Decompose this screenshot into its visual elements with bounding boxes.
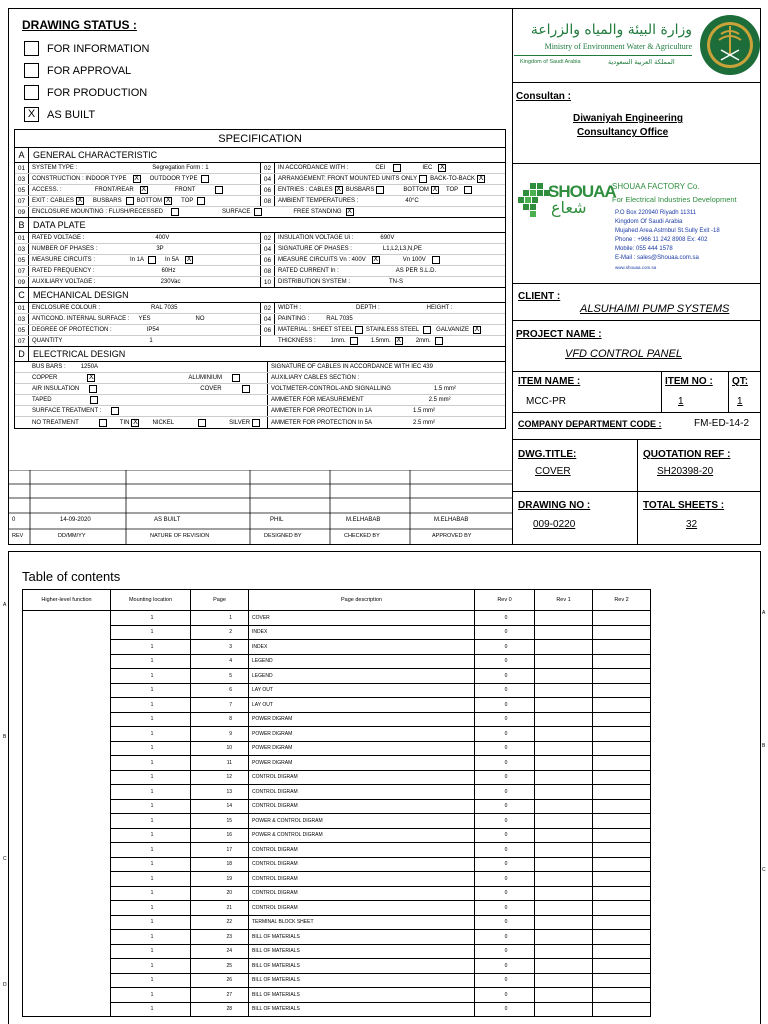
toc-row xyxy=(23,930,651,945)
toc-cell: 1 xyxy=(111,770,191,785)
toc-cell xyxy=(593,915,651,930)
status-label: FOR INFORMATION xyxy=(47,42,150,55)
toc-cell xyxy=(535,886,593,901)
toc-cell xyxy=(535,669,593,684)
toc-cell: INDEX xyxy=(249,625,475,640)
toc-cell xyxy=(535,872,593,887)
toc-cell: 0 xyxy=(475,988,535,1003)
toc-cell: 1 xyxy=(111,988,191,1003)
toc-cell: 0 xyxy=(475,785,535,800)
toc-row xyxy=(23,669,651,684)
toc-title: Table of contents xyxy=(22,569,121,584)
toc-cell: 1 xyxy=(111,640,191,655)
toc-cell: 1 xyxy=(111,828,191,843)
factory-sub: For Electrical Industries Development xyxy=(612,195,737,204)
toc-cell xyxy=(535,828,593,843)
status-label: FOR APPROVAL xyxy=(47,64,132,77)
toc-cell xyxy=(593,973,651,988)
toc-cell: 0 xyxy=(475,683,535,698)
toc-cell: 1 xyxy=(111,886,191,901)
toc-cell xyxy=(535,843,593,858)
toc-cell: 8 xyxy=(191,712,249,727)
toc-cell xyxy=(535,857,593,872)
toc-cell: 0 xyxy=(475,640,535,655)
toc-header: Page xyxy=(191,590,249,611)
toc-cell: 7 xyxy=(191,698,249,713)
toc-cell xyxy=(535,770,593,785)
toc-cell: COVER xyxy=(249,611,475,626)
toc-row xyxy=(23,915,651,930)
toc-function-cell xyxy=(23,611,111,1017)
toc-row xyxy=(23,1002,651,1017)
toc-cell xyxy=(535,799,593,814)
qt-value: 1 xyxy=(737,396,743,407)
toc-cell: 1 xyxy=(111,915,191,930)
toc-cell: POWER & CONTROL DIGRAM xyxy=(249,814,475,829)
section-d: D ELECTRICAL DESIGN xyxy=(15,347,505,362)
qt-label: QT: xyxy=(732,376,749,387)
toc-cell: 21 xyxy=(191,901,249,916)
grid-letter: B xyxy=(3,734,7,740)
toc-cell: 0 xyxy=(475,698,535,713)
quotation-label: QUOTATION REF : xyxy=(643,449,731,460)
toc-cell xyxy=(593,683,651,698)
toc-cell: LEGEND xyxy=(249,669,475,684)
ministry-english: Ministry of Environment Water & Agriculture xyxy=(544,42,692,51)
toc-cell xyxy=(535,814,593,829)
toc-cell: 16 xyxy=(191,828,249,843)
toc-cell: 1 xyxy=(111,959,191,974)
grid-letter: A xyxy=(3,602,7,608)
shouaa-logo-icon xyxy=(518,183,552,221)
grid-letter: B xyxy=(762,743,766,749)
toc-cell: 26 xyxy=(191,973,249,988)
spec-title: SPECIFICATION xyxy=(15,130,505,148)
status-checkbox xyxy=(24,85,39,100)
toc-cell: 1 xyxy=(111,756,191,771)
toc-cell: 1 xyxy=(111,741,191,756)
toc-row xyxy=(23,727,651,742)
toc-cell xyxy=(535,741,593,756)
status-for-information xyxy=(24,41,149,56)
toc-cell: 0 xyxy=(475,886,535,901)
toc-cell: 0 xyxy=(475,770,535,785)
toc-cell: CONTROL DIGRAM xyxy=(249,872,475,887)
kingdom-ar: المملكة العربية السعودية xyxy=(608,58,675,66)
toc-cell: 1 xyxy=(111,785,191,800)
toc-cell: 5 xyxy=(191,669,249,684)
toc-cell xyxy=(535,611,593,626)
toc-cell: 1 xyxy=(111,654,191,669)
toc-cell xyxy=(593,741,651,756)
grid-letter: D xyxy=(3,982,7,988)
toc-row xyxy=(23,814,651,829)
item-name-label: ITEM NAME : xyxy=(518,376,581,387)
toc-cell: 2 xyxy=(191,625,249,640)
dwg-title-value: COVER xyxy=(535,466,571,477)
rev-approver: M.ELHABAB xyxy=(434,517,469,523)
toc-cell xyxy=(535,756,593,771)
status-as-built xyxy=(24,107,95,122)
toc-row xyxy=(23,799,651,814)
toc-cell: 1 xyxy=(111,683,191,698)
toc-cell: TERMINAL BLOCK SHEET xyxy=(249,915,475,930)
toc-cell: 12 xyxy=(191,770,249,785)
toc-cell: POWER DIGRAM xyxy=(249,756,475,771)
toc-cell xyxy=(593,625,651,640)
drawing-status-title: DRAWING STATUS : xyxy=(22,18,137,32)
toc-cell: 13 xyxy=(191,785,249,800)
toc-cell: 17 xyxy=(191,843,249,858)
status-checkbox xyxy=(24,63,39,78)
toc-cell: 25 xyxy=(191,959,249,974)
toc-row xyxy=(23,712,651,727)
spec-row: 01 SYSTEM TYPE : Segregation Form : 1 02 IN ACCORDANCE WITH : CEI IEC X xyxy=(15,163,505,174)
factory-address: P.O Box 220940 Riyadh 11311 Kingdom Of Saudi Arabia Mujahed Area.Astrnbul St.Sully Exit -18 Phone : +966 11 242 8908 Ex: 402 Mobile: 055 444 1578 E-Mail : sales@Shouaa.com.sa www.shouaa.com.sa xyxy=(615,210,720,270)
rev-designer: PHIL xyxy=(270,517,284,523)
item-no-label: ITEM NO : xyxy=(665,376,713,387)
spec-row: 03 NUMBER OF PHASES : 3P 04 SIGNATURE OF PHASES : L1,L2,L3,N,PE xyxy=(15,244,505,255)
toc-cell: 0 xyxy=(475,669,535,684)
item-name-value: MCC-PR xyxy=(526,396,566,407)
toc-cell: 19 xyxy=(191,872,249,887)
toc-row xyxy=(23,828,651,843)
client-value: ALSUHAIMI PUMP SYSTEMS xyxy=(580,303,730,315)
status-for-approval xyxy=(24,63,131,78)
toc-cell xyxy=(535,640,593,655)
toc-header: Rev 0 xyxy=(475,590,535,611)
section-a: A GENERAL CHARACTERISTIC xyxy=(15,148,505,163)
toc-cell xyxy=(535,698,593,713)
toc-cell xyxy=(535,988,593,1003)
toc-cell: 1 xyxy=(111,727,191,742)
toc-cell xyxy=(535,712,593,727)
status-checkbox: X xyxy=(24,107,39,122)
toc-cell xyxy=(535,901,593,916)
toc-cell xyxy=(535,930,593,945)
toc-cell xyxy=(535,625,593,640)
toc-cell: 18 xyxy=(191,857,249,872)
toc-cell xyxy=(593,799,651,814)
ministry-emblem-icon xyxy=(699,14,761,76)
spec-row: AIR INSULATION COVER VOLTMETER-CONTROL-AND SIGNALLING 1.5 mm² xyxy=(15,384,505,395)
toc-cell: 1 xyxy=(111,901,191,916)
toc-cell: 0 xyxy=(475,611,535,626)
toc-cell: BILL OF MATERIALS xyxy=(249,973,475,988)
toc-cell: LAY OUT xyxy=(249,698,475,713)
spec-row: 07 QUANTITY 1 THICKNESS : 1mm. 1.5mm. X 2mm. xyxy=(15,336,505,347)
section-b: B DATA PLATE xyxy=(15,218,505,233)
toc-cell xyxy=(535,1002,593,1017)
toc-cell xyxy=(593,1002,651,1017)
total-sheets-value: 32 xyxy=(686,519,698,530)
toc-cell xyxy=(593,611,651,626)
status-label: FOR PRODUCTION xyxy=(47,86,148,99)
consultant-label: Consultan : xyxy=(516,91,571,102)
toc-cell: 1 xyxy=(111,698,191,713)
spec-row: COPPER X ALUMINIUM AUXILIARY CABLES SECTION : xyxy=(15,373,505,384)
toc-cell xyxy=(593,785,651,800)
toc-cell xyxy=(535,959,593,974)
grid-letter: A xyxy=(762,610,766,616)
toc-row xyxy=(23,698,651,713)
status-checkbox xyxy=(24,41,39,56)
section-c-title: MECHANICAL DESIGN xyxy=(33,290,129,300)
toc-cell: 0 xyxy=(475,915,535,930)
toc-cell: 20 xyxy=(191,886,249,901)
toc-cell: 0 xyxy=(475,741,535,756)
toc-row xyxy=(23,741,651,756)
section-b-title: DATA PLATE xyxy=(33,220,86,230)
toc-cell: CONTROL DIGRAM xyxy=(249,901,475,916)
toc-cell: 0 xyxy=(475,901,535,916)
toc-cell xyxy=(593,770,651,785)
toc-cell: 0 xyxy=(475,959,535,974)
section-c: C MECHANICAL DESIGN xyxy=(15,288,505,303)
item-no-value: 1 xyxy=(678,396,684,407)
toc-cell: 0 xyxy=(475,799,535,814)
toc-cell: 1 xyxy=(111,843,191,858)
toc-cell: CONTROL DIGRAM xyxy=(249,770,475,785)
toc-cell xyxy=(593,814,651,829)
drawing-no-label: DRAWING NO : xyxy=(518,500,591,511)
toc-cell: 1 xyxy=(111,669,191,684)
shouaa-logo-text: SHOUAA xyxy=(548,182,616,201)
grid-letter: C xyxy=(3,856,7,862)
toc-cell xyxy=(593,654,651,669)
toc-cell: 28 xyxy=(191,1002,249,1017)
toc-cell: 0 xyxy=(475,828,535,843)
shouaa-logo-arabic: شعاع xyxy=(551,198,587,217)
toc-cell: 24 xyxy=(191,944,249,959)
spec-row: 01 ENCLOSURE COLOUR : RAL 7035 02 WIDTH : DEPTH : HEIGHT : xyxy=(15,303,505,314)
toc-cell: CONTROL DIGRAM xyxy=(249,799,475,814)
toc-row xyxy=(23,640,651,655)
toc-header: Higher-level function xyxy=(23,590,111,611)
toc-cell xyxy=(593,857,651,872)
toc-cell: 1 xyxy=(111,799,191,814)
spec-row: 01 RATED VOLTAGE : 400V 02 INSULATION VOLTAGE Ui : 690V xyxy=(15,233,505,244)
toc-cell: 0 xyxy=(475,625,535,640)
toc-cell xyxy=(535,973,593,988)
toc-cell: 15 xyxy=(191,814,249,829)
toc-cell xyxy=(593,872,651,887)
toc-cell: 1 xyxy=(111,625,191,640)
toc-cell xyxy=(535,785,593,800)
toc-cell: 0 xyxy=(475,814,535,829)
rev-number: 0 xyxy=(12,517,16,523)
toc-cell: BILL OF MATERIALS xyxy=(249,930,475,945)
spec-row: SURFACE TREATMENT : AMMETER FOR PROTECTION In 1A 1.5 mm² xyxy=(15,406,505,417)
rev-checker: M.ELHABAB xyxy=(346,517,381,523)
toc-cell: BILL OF MATERIALS xyxy=(249,959,475,974)
toc-cell xyxy=(593,727,651,742)
toc-cell xyxy=(535,727,593,742)
toc-cell: INDEX xyxy=(249,640,475,655)
toc-cell: 1 xyxy=(111,857,191,872)
toc-cell: LEGEND xyxy=(249,654,475,669)
toc-cell xyxy=(593,828,651,843)
spec-row: 05 DEGREE OF PROTECTION : IP54 06 MATERIAL : SHEET STEEL STAINLESS STEEL GALVANIZE X xyxy=(15,325,505,336)
project-label: PROJECT NAME : xyxy=(516,329,602,340)
toc-cell: 1 xyxy=(111,973,191,988)
toc-cell: 11 xyxy=(191,756,249,771)
toc-cell xyxy=(593,843,651,858)
toc-header: Page description xyxy=(249,590,475,611)
toc-header: Rev 1 xyxy=(535,590,593,611)
spec-row: 07 RATED FREQUENCY : 60Hz 08 RATED CURRENT In : AS PER S.L.D. xyxy=(15,266,505,277)
consultant-name-1: Diwaniyah Engineering xyxy=(573,113,684,124)
toc-cell xyxy=(535,915,593,930)
spec-row: 09 AUXILIARY VOLTAGE : 230Vac 10 DISTRIBUTION SYSTEM : TN-S xyxy=(15,277,505,288)
toc-cell: 0 xyxy=(475,1002,535,1017)
spec-row: 05 ACCESS. : FRONT/REAR X FRONT 06 ENTRIES : CABLES X BUSBARS BOTTOM X TOP xyxy=(15,185,505,196)
status-for-production xyxy=(24,85,147,100)
toc-row xyxy=(23,901,651,916)
toc-cell xyxy=(535,683,593,698)
quotation-value: SH20398-20 xyxy=(657,466,714,477)
factory-name: SHOUAA FACTORY Co. xyxy=(612,182,700,191)
client-label: CLIENT : xyxy=(518,291,561,302)
spec-row: 03 ANTICOND. INTERNAL SURFACE : YES NO 04 PAINTING : RAL 7035 xyxy=(15,314,505,325)
toc-cell: 4 xyxy=(191,654,249,669)
toc-cell xyxy=(593,930,651,945)
toc-cell: 0 xyxy=(475,944,535,959)
toc-header: Mounting location xyxy=(111,590,191,611)
toc-row xyxy=(23,872,651,887)
toc-row xyxy=(23,785,651,800)
toc-cell: POWER DIGRAM xyxy=(249,741,475,756)
toc-cell: 1 xyxy=(111,814,191,829)
toc-cell: 9 xyxy=(191,727,249,742)
section-a-title: GENERAL CHARACTERISTIC xyxy=(33,150,158,160)
toc-cell: 27 xyxy=(191,988,249,1003)
toc-header: Rev 2 xyxy=(593,590,651,611)
toc-cell: 0 xyxy=(475,727,535,742)
toc-cell: CONTROL DIGRAM xyxy=(249,886,475,901)
toc-row xyxy=(23,683,651,698)
drawing-no-value: 009-0220 xyxy=(533,519,576,530)
toc-cell: 0 xyxy=(475,843,535,858)
kingdom-en: Kingdom of Saudi Arabia xyxy=(520,59,581,65)
toc-cell: 6 xyxy=(191,683,249,698)
toc-row xyxy=(23,770,651,785)
toc-cell: CONTROL DIGRAM xyxy=(249,843,475,858)
toc-cell xyxy=(593,901,651,916)
toc-cell: BILL OF MATERIALS xyxy=(249,944,475,959)
dept-value: FM-ED-14-2 xyxy=(694,418,750,429)
spec-row: 05 MEASURE CIRCUITS : In 1A In 5A X 06 MEASURE CIRCUITS Vn : 400V X Vn 100V xyxy=(15,255,505,266)
toc-cell: LAY OUT xyxy=(249,683,475,698)
toc-cell: 1 xyxy=(111,944,191,959)
toc-row xyxy=(23,654,651,669)
toc-cell xyxy=(593,756,651,771)
toc-cell xyxy=(535,944,593,959)
toc-cell xyxy=(593,959,651,974)
toc-cell: 0 xyxy=(475,973,535,988)
grid-letter: C xyxy=(762,867,766,873)
toc-row xyxy=(23,611,651,626)
toc-cell: 0 xyxy=(475,872,535,887)
toc-cell: POWER DIGRAM xyxy=(249,712,475,727)
toc-cell: POWER DIGRAM xyxy=(249,727,475,742)
toc-cell: 0 xyxy=(475,857,535,872)
ministry-divider xyxy=(514,55,692,56)
toc-cell xyxy=(593,988,651,1003)
toc-row xyxy=(23,857,651,872)
spec-row: 03 CONSTRUCTION : INDOOR TYPE X OUTDOOR TYPE 04 ARRANGEMENT: FRONT MOUNTED UNITS ONLY BACK-TO-BACK X xyxy=(15,174,505,185)
dwg-title-label: DWG.TITLE: xyxy=(518,449,577,460)
consultant-name-2: Consultancy Office xyxy=(577,127,669,138)
toc-cell: 0 xyxy=(475,930,535,945)
toc-cell xyxy=(593,944,651,959)
toc-cell xyxy=(593,669,651,684)
toc-cell: 1 xyxy=(111,611,191,626)
toc-cell xyxy=(593,712,651,727)
section-d-title: ELECTRICAL DESIGN xyxy=(33,349,126,359)
toc-cell xyxy=(593,640,651,655)
toc-row xyxy=(23,756,651,771)
rev-nature: AS BUILT xyxy=(154,517,181,523)
ministry-arabic: وزارة البيئة والمياه والزراعة xyxy=(530,22,692,38)
toc-cell: 1 xyxy=(191,611,249,626)
spec-row: 09 ENCLOSURE MOUNTING : FLUSH/RECESSED SURFACE FREE STANDING X xyxy=(15,207,505,218)
toc-cell: 1 xyxy=(111,1002,191,1017)
toc-cell: 0 xyxy=(475,756,535,771)
toc-cell: 1 xyxy=(111,712,191,727)
status-label: AS BUILT xyxy=(47,108,96,121)
spec-row: NO TREATMENT TIN X NICKEL SILVER AMMETER FOR PROTECTION In 5A 2.5 mm² xyxy=(15,417,505,428)
spec-row: BUS BARS : 1250A SIGNATURE OF CABLES IN ACCORDANCE WITH IEC 439 xyxy=(15,362,505,373)
rev-date: 14-09-2020 xyxy=(60,517,91,523)
toc-cell: 14 xyxy=(191,799,249,814)
toc-cell: 10 xyxy=(191,741,249,756)
toc-cell xyxy=(593,698,651,713)
toc-cell: BILL OF MATERIALS xyxy=(249,988,475,1003)
toc-row xyxy=(23,988,651,1003)
toc-row xyxy=(23,625,651,640)
toc-cell: 3 xyxy=(191,640,249,655)
spec-row: 07 EXIT : CABLES X BUSBARS BOTTOM X TOP 08 AMBIENT TEMPERATURES : 40°C xyxy=(15,196,505,207)
toc-cell: CONTROL DIGRAM xyxy=(249,857,475,872)
toc-cell: 1 xyxy=(111,872,191,887)
total-sheets-label: TOTAL SHEETS : xyxy=(643,500,725,511)
toc-row xyxy=(23,959,651,974)
toc-cell: CONTROL DIGRAM xyxy=(249,785,475,800)
toc-row xyxy=(23,886,651,901)
toc-cell: 0 xyxy=(475,712,535,727)
project-value: VFD CONTROL PANEL xyxy=(565,348,682,360)
toc-cell: BILL OF MATERIALS xyxy=(249,1002,475,1017)
toc-cell: 1 xyxy=(111,930,191,945)
toc-table xyxy=(22,589,651,1017)
spec-row: TAPED AMMETER FOR MEASUREMENT 2.5 mm² xyxy=(15,395,505,406)
toc-cell xyxy=(593,886,651,901)
toc-cell: POWER & CONTROL DIGRAM xyxy=(249,828,475,843)
toc-cell: 22 xyxy=(191,915,249,930)
toc-row xyxy=(23,843,651,858)
toc-cell: 23 xyxy=(191,930,249,945)
toc-row xyxy=(23,944,651,959)
toc-cell: 0 xyxy=(475,654,535,669)
specification-table xyxy=(14,129,506,429)
toc-cell xyxy=(535,654,593,669)
toc-header-row xyxy=(23,590,651,611)
toc-row xyxy=(23,973,651,988)
dept-label: COMPANY DEPARTMENT CODE : xyxy=(518,419,662,429)
